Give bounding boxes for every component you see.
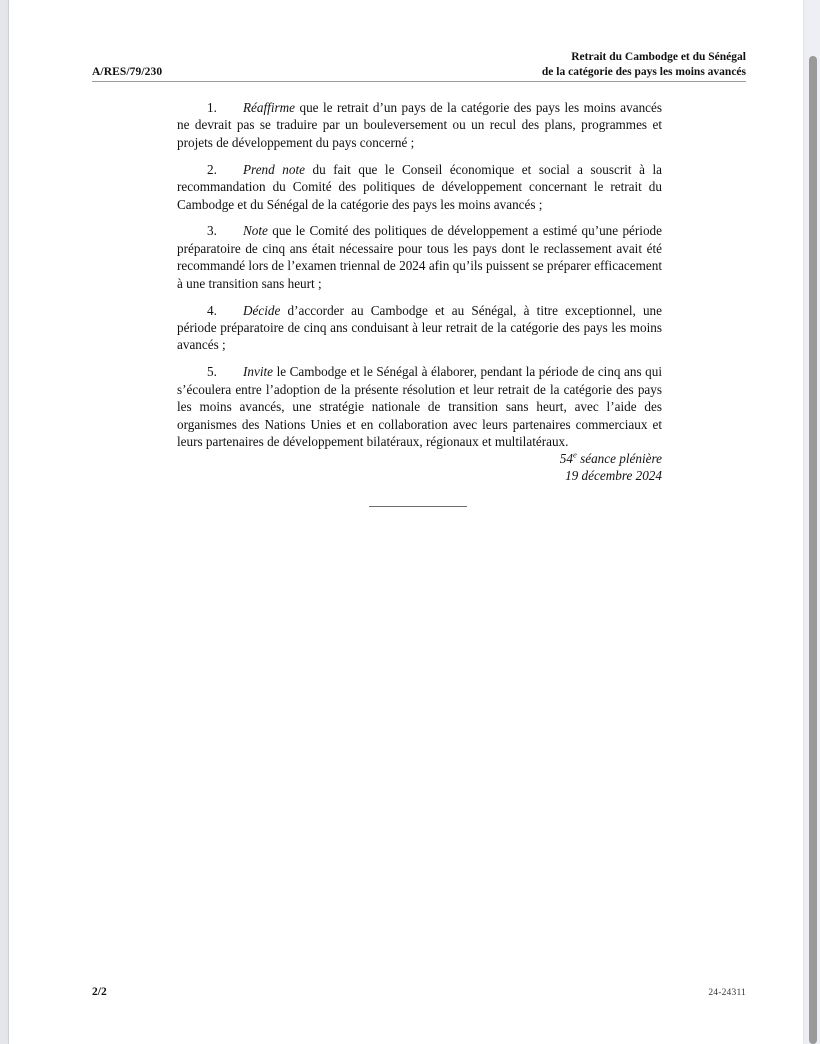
left-gutter xyxy=(0,0,9,1044)
paragraph-verb: Note xyxy=(243,223,268,239)
document-title xyxy=(542,50,746,79)
paragraph-number: 4. xyxy=(207,302,217,318)
document-title-line-1: Retrait du Cambodge et du Sénégal xyxy=(571,51,746,63)
paragraph-text: du fait que le Conseil économique et social a souscrit à la recommandation du Comité des politiques de développement concernant le retrait du Cambodge et du Sénégal de la catégorie des pays les moins avancés ; xyxy=(177,161,663,212)
job-number: 24-24311 xyxy=(708,988,746,998)
end-of-text-divider xyxy=(369,506,467,507)
paragraph-number: 5. xyxy=(207,364,217,380)
page-number: 2/2 xyxy=(92,986,107,998)
header-divider xyxy=(92,81,746,82)
vertical-scrollbar-track[interactable] xyxy=(806,0,820,1044)
document-running-header xyxy=(92,50,746,79)
paragraph-number: 3. xyxy=(207,223,217,239)
meeting-signature-block xyxy=(409,450,662,485)
document-title-line-2: de la catégorie des pays les moins avancés xyxy=(541,65,746,78)
session-ordinal-suffix: e xyxy=(572,449,577,460)
document-page xyxy=(9,0,803,1044)
operative-paragraph xyxy=(177,302,662,354)
operative-paragraphs xyxy=(177,99,662,460)
operative-paragraph xyxy=(177,222,662,292)
paragraph-verb: Prend note xyxy=(243,161,305,177)
vertical-scrollbar-thumb[interactable] xyxy=(809,56,817,1044)
paragraph-verb: Invite xyxy=(243,364,274,380)
meeting-reference xyxy=(409,450,662,467)
operative-paragraph xyxy=(177,363,662,450)
operative-paragraph xyxy=(177,161,662,213)
paragraph-text: que le Comité des politiques de développement a estimé qu’une période préparatoire de cinq ans était nécessaire pour tous les pays dont le reclassement avait été recommandé lors de l’examen triennal de 2024 afin qu’ils puissent se préparer efficacement à une transition sans heurt ; xyxy=(177,223,663,291)
paragraph-text: que le retrait d’un pays de la catégorie des pays les moins avancés ne devrait pas se traduire par un bouleversement ou un recul des plans, programmes et projets de développement du pays concerné ; xyxy=(177,100,663,150)
paragraph-text: d’accorder au Cambodge et au Sénégal, à titre exceptionnel, une période préparatoire de cinq ans conduisant à leur retrait de la catégorie des pays les moins avancés ; xyxy=(177,302,663,353)
session-number: 54 xyxy=(559,451,573,466)
paragraph-number: 2. xyxy=(207,161,217,177)
operative-paragraph xyxy=(177,99,662,151)
paragraph-text: le Cambodge et le Sénégal à élaborer, pendant la période de cinq ans qui s’écoulera entre l’adoption de la présente résolution et leur retrait de la catégorie des pays les moins avancés, une stratégie nationale de transition sans heurt, avec l’aide des organismes des Nations Unies et en collaboration avec leurs partenaires commerciaux et leurs partenaires de développement bilatéraux, régionaux et multilatéraux. xyxy=(177,364,663,449)
document-symbol: A/RES/79/230 xyxy=(92,66,163,78)
paragraph-verb: Réaffirme xyxy=(243,100,296,115)
paragraph-number: 1. xyxy=(207,100,217,115)
session-label: séance plénière xyxy=(576,451,662,466)
meeting-date: 19 décembre 2024 xyxy=(565,468,662,484)
document-footer xyxy=(92,986,746,998)
paragraph-verb: Décide xyxy=(243,302,281,318)
